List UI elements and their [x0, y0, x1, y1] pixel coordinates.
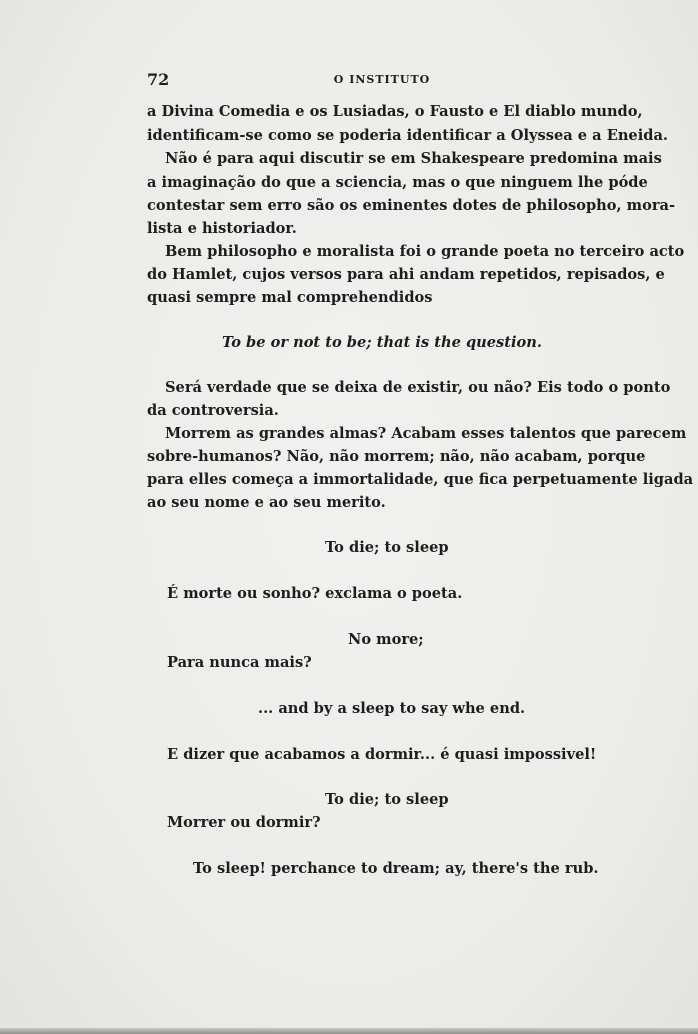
- text-line: da controversia.: [147, 402, 279, 419]
- text-line: contestar sem erro são os eminentes dotes de philosopho, mora-: [147, 197, 676, 214]
- text-line: Morrer ou dormir?: [167, 814, 321, 831]
- quotation-line: To die; to sleep: [325, 539, 449, 556]
- text-line: Para nunca mais?: [167, 654, 312, 671]
- text-line: quasi sempre mal comprehendidos: [147, 289, 433, 306]
- text-line: lista e historiador.: [147, 220, 297, 237]
- text-line: identificam-se como se poderia identificar a Olyssea e a Eneida.: [147, 127, 668, 144]
- quotation-line: ... and by a sleep to say whe end.: [258, 700, 526, 717]
- quotation-line: To be or not to be; that is the question.: [222, 334, 542, 351]
- quotation-line: To die; to sleep: [325, 791, 449, 808]
- text-line: para elles começa a immortalidade, que fica perpetuamente ligada: [147, 471, 694, 488]
- text-line: a imaginação do que a sciencia, mas o que ninguem lhe póde: [147, 174, 648, 191]
- text-line: E dizer que acabamos a dormir... é quasi impossivel!: [167, 746, 597, 763]
- text-line: ao seu nome e ao seu merito.: [147, 494, 386, 511]
- page-number: 72: [147, 70, 170, 89]
- page-header: [147, 70, 617, 90]
- page-bottom-edge: [0, 1028, 698, 1034]
- quotation-line: To sleep! perchance to dream; ay, there's the rub.: [193, 860, 599, 877]
- quotation-line: No more;: [348, 631, 424, 648]
- text-line: a Divina Comedia e os Lusiadas, o Fausto e El diablo mundo,: [147, 103, 643, 120]
- text-line: É morte ou sonho? exclama o poeta.: [167, 585, 463, 602]
- paragraph-start-line: Será verdade que se deixa de existir, ou não? Eis todo o ponto: [165, 379, 671, 396]
- text-line: do Hamlet, cujos versos para ahi andam repetidos, repisados, e: [147, 266, 665, 283]
- text-line: sobre-humanos? Não, não morrem; não, não acabam, porque: [147, 448, 646, 465]
- paragraph-start-line: Morrem as grandes almas? Acabam esses talentos que parecem: [165, 425, 687, 442]
- paragraph-start-line: Bem philosopho e moralista foi o grande poeta no terceiro acto: [165, 243, 685, 260]
- paragraph-start-line: Não é para aqui discutir se em Shakespeare predomina mais: [165, 150, 662, 167]
- running-title: O INSTITUTO: [333, 73, 431, 86]
